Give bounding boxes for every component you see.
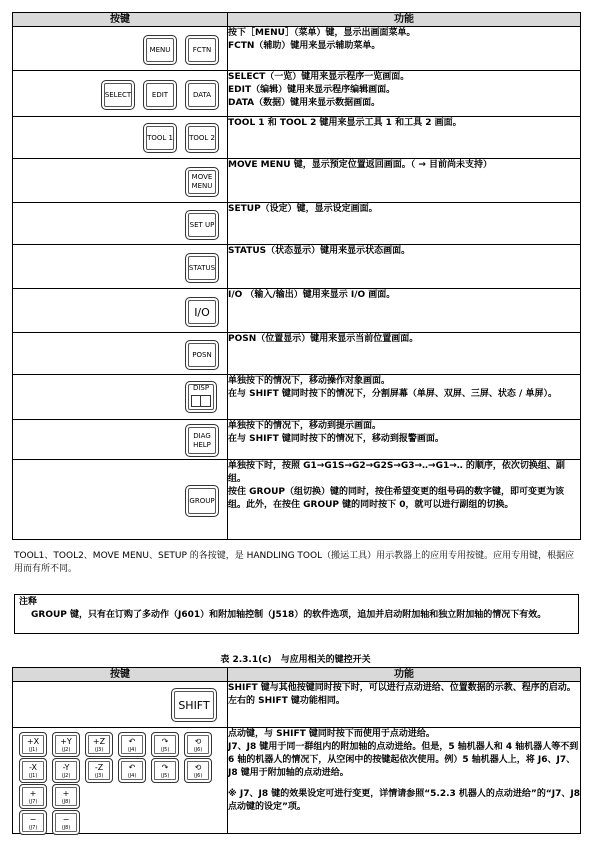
keys-cell — [13, 159, 228, 203]
jog-key-axis: (J4) — [127, 746, 137, 753]
j7-plus-jog-key[interactable] — [19, 784, 47, 809]
menu-key[interactable]: MENU — [143, 35, 177, 65]
j8-minus-jog-key[interactable] — [52, 810, 80, 835]
keys-cell — [13, 289, 228, 333]
j8-plus-jog-key[interactable] — [52, 784, 80, 809]
header-function: 功能 — [228, 13, 581, 27]
desc-line: SELECT（一览）键用来显示程序一览画面。 — [228, 72, 410, 82]
jog-key-label: + — [29, 788, 37, 798]
jog-key-axis: (J6) — [193, 772, 203, 779]
function-cell — [228, 375, 581, 420]
shift-key[interactable]: SHIFT — [171, 688, 217, 722]
function-cell — [228, 159, 581, 203]
desc-line: J7、J8 键用于同一群组内的附加轴的点动进给。但是，5 轴机器人和 4 轴机器人等不到 6 轴的机器人的情况下，从空闲中的按键起依次使用。例）5 轴机器人上，将 J6、J7、J8 键用于附加轴的点动进给。 — [228, 742, 579, 778]
desc-line: POSN（位置显示）键用来显示当前位置画面。 — [228, 334, 419, 344]
z-minus-jog-key[interactable] — [85, 758, 113, 783]
function-cell — [228, 71, 581, 117]
jog-key-label: ↶ — [128, 762, 136, 772]
jog-key-label: +X — [26, 736, 40, 746]
jog-key-label: -X — [29, 762, 37, 772]
desc-line: DATA（数据）键用来显示数据画面。 — [228, 98, 381, 108]
app-key-paragraph: TOOL1、TOOL2、MOVE MENU、SETUP 的各按键，是 HANDLING TOOL（搬运工具）用示教器上的应用专用按键。应用专用键，根据应用而有所不同。 — [14, 551, 575, 574]
j6-plus-jog-key[interactable] — [184, 732, 212, 757]
keys-cell — [13, 71, 228, 117]
split-screen-icon — [191, 395, 211, 407]
j4-plus-jog-key[interactable] — [118, 732, 146, 757]
tool2-key[interactable]: TOOL 2 — [185, 123, 219, 153]
jog-key-axis: (J2) — [61, 746, 71, 753]
io-key[interactable]: I/O — [185, 297, 219, 327]
header-keys: 按键 — [13, 668, 228, 682]
jog-key-label: ⟲ — [194, 736, 202, 746]
diag-help-key[interactable] — [185, 424, 219, 457]
desc-line: 按下［MENU］（菜单）键，显示出画面菜单。 — [228, 28, 416, 38]
keys-cell — [13, 245, 228, 289]
key-function-table — [12, 12, 581, 540]
jog-key-axis: (J4) — [127, 772, 137, 779]
diag-help-label: DIAG HELP — [193, 431, 211, 449]
keys-cell — [13, 375, 228, 420]
desc-line: STATUS（状态显示）键用来显示状态画面。 — [228, 246, 411, 256]
keys-cell — [13, 117, 228, 159]
note-text: GROUP 键，只有在订购了多动作（J601）和附加轴控制（J518）的软件选项，追加并启动附加轴和独立附加轴的情况下有效。 — [31, 610, 547, 620]
jog-key-label: ↷ — [161, 762, 169, 772]
function-cell — [228, 728, 581, 834]
j5-plus-jog-key[interactable] — [151, 732, 179, 757]
posn-key[interactable]: POSN — [185, 340, 219, 370]
desc-line: EDIT（编辑）键用来显示程序编辑画面。 — [228, 85, 396, 95]
function-cell — [228, 27, 581, 71]
jog-key-axis: (J2) — [61, 772, 71, 779]
j7-minus-jog-key[interactable] — [19, 810, 47, 835]
move-menu-key[interactable]: MOVE MENU — [185, 167, 219, 197]
edit-key[interactable]: EDIT — [143, 80, 177, 110]
function-cell — [228, 682, 581, 728]
jog-key-axis: (J7) — [28, 798, 38, 805]
disp-label: DISP — [192, 384, 210, 392]
desc-line: 点动键，与 SHIFT 键同时按下而使用于点动进给。 — [228, 729, 435, 739]
keys-cell — [13, 27, 228, 71]
desc-line: 单独按下时，按照 G1→G1S→G2→G2S→G3→‥→G1→‥ 的顺序，依次切换组、副组。 — [228, 461, 565, 484]
desc-line: TOOL 1 和 TOOL 2 键用来显示工具 1 和工具 2 画面。 — [228, 118, 462, 128]
j5-minus-jog-key[interactable] — [151, 758, 179, 783]
fctn-key[interactable]: FCTN — [185, 35, 219, 65]
jog-key-axis: (J5) — [160, 746, 170, 753]
jog-keys-cell — [13, 728, 228, 834]
note-title: 注释 — [19, 597, 38, 607]
desc-line: ※ J7、J8 键的效果设定可进行变更，详情请参照“5.2.3 机器人的点动进给”的“J7、J8 点动键的设定”项。 — [228, 789, 580, 812]
header-keys: 按键 — [13, 13, 228, 27]
keys-cell — [13, 420, 228, 460]
desc-line: 单独按下的情况下，移动操作对象画面。 — [228, 376, 391, 386]
jog-key-axis: (J1) — [28, 772, 38, 779]
desc-line: SETUP（设定）键，显示设定画面。 — [228, 204, 378, 214]
keys-cell — [13, 460, 228, 540]
desc-line: 在与 SHIFT 键同时按下的情况下，移动到报警画面。 — [228, 434, 444, 444]
setup-key[interactable]: SET UP — [185, 210, 219, 240]
jog-key-axis: (J6) — [193, 746, 203, 753]
function-cell — [228, 117, 581, 159]
status-key[interactable]: STATUS — [185, 253, 219, 283]
y-minus-jog-key[interactable] — [52, 758, 80, 783]
desc-line: 单独按下的情况下，移动到提示画面。 — [228, 421, 382, 431]
keys-cell — [13, 203, 228, 245]
desc-line: 按住 GROUP（组切换）键的同时，按住希望变更的组号码的数字键，即可变更为该组。此外，在按住 GROUP 键的同时按下 0，就可以进行副组的切换。 — [228, 487, 565, 510]
jog-key-axis: (J5) — [160, 772, 170, 779]
jog-key-label: ↶ — [128, 736, 136, 746]
function-cell — [228, 289, 581, 333]
data-key[interactable]: DATA — [185, 80, 219, 110]
jog-key-label: +Z — [92, 736, 106, 746]
note-box — [14, 594, 579, 634]
desc-line: I/O （输入/输出）键用来显示 I/O 画面。 — [228, 290, 396, 300]
j6-minus-jog-key[interactable] — [184, 758, 212, 783]
y-plus-jog-key[interactable] — [52, 732, 80, 757]
jog-key-label: ⟲ — [194, 762, 202, 772]
desc-line: 在与 SHIFT 键同时按下的情况下，分割屏幕（单屏、双屏、三屏、状态 / 单屏）。 — [228, 389, 557, 399]
jog-key-label: ↷ — [161, 736, 169, 746]
jog-key-label: -Z — [94, 762, 104, 772]
jog-key-label: + — [62, 788, 70, 798]
function-cell — [228, 460, 581, 540]
jog-key-label: +Y — [60, 736, 72, 746]
table-caption: 表 2.3.1(c) 与应用相关的键控开关 — [220, 655, 371, 665]
jog-key-axis: (J3) — [94, 772, 104, 779]
keys-cell — [13, 333, 228, 375]
jog-key-label: − — [29, 814, 37, 824]
x-plus-jog-key[interactable] — [19, 732, 47, 757]
jog-key-label: − — [62, 814, 70, 824]
jog-key-axis: (J8) — [61, 798, 71, 805]
desc-line: MOVE MENU 键，显示预定位置返回画面。（ → 目前尚未支持） — [228, 160, 492, 170]
tool1-key[interactable]: TOOL 1 — [143, 123, 177, 153]
shift-desc: SHIFT 键与其他按键同时按下时，可以进行点动进给、位置数据的示教、程序的启动。左右的 SHIFT 键功能相同。 — [228, 683, 576, 706]
header-function: 功能 — [228, 668, 581, 682]
jog-key-axis: (J8) — [61, 824, 71, 831]
jog-key-axis: (J7) — [28, 824, 38, 831]
function-cell — [228, 203, 581, 245]
select-key[interactable]: SELECT — [101, 80, 135, 110]
disp-key[interactable] — [185, 381, 217, 413]
jog-key-table — [12, 667, 581, 834]
group-key[interactable]: GROUP — [185, 485, 219, 517]
x-minus-jog-key[interactable] — [19, 758, 47, 783]
function-cell — [228, 420, 581, 460]
jog-key-label: -Y — [62, 762, 70, 772]
jog-key-axis: (J3) — [94, 746, 104, 753]
function-cell — [228, 333, 581, 375]
z-plus-jog-key[interactable] — [85, 732, 113, 757]
function-cell — [228, 245, 581, 289]
jog-key-axis: (J1) — [28, 746, 38, 753]
keys-cell — [13, 682, 228, 728]
j4-minus-jog-key[interactable] — [118, 758, 146, 783]
desc-line: FCTN（辅助）键用来显示辅助菜单。 — [228, 41, 381, 51]
